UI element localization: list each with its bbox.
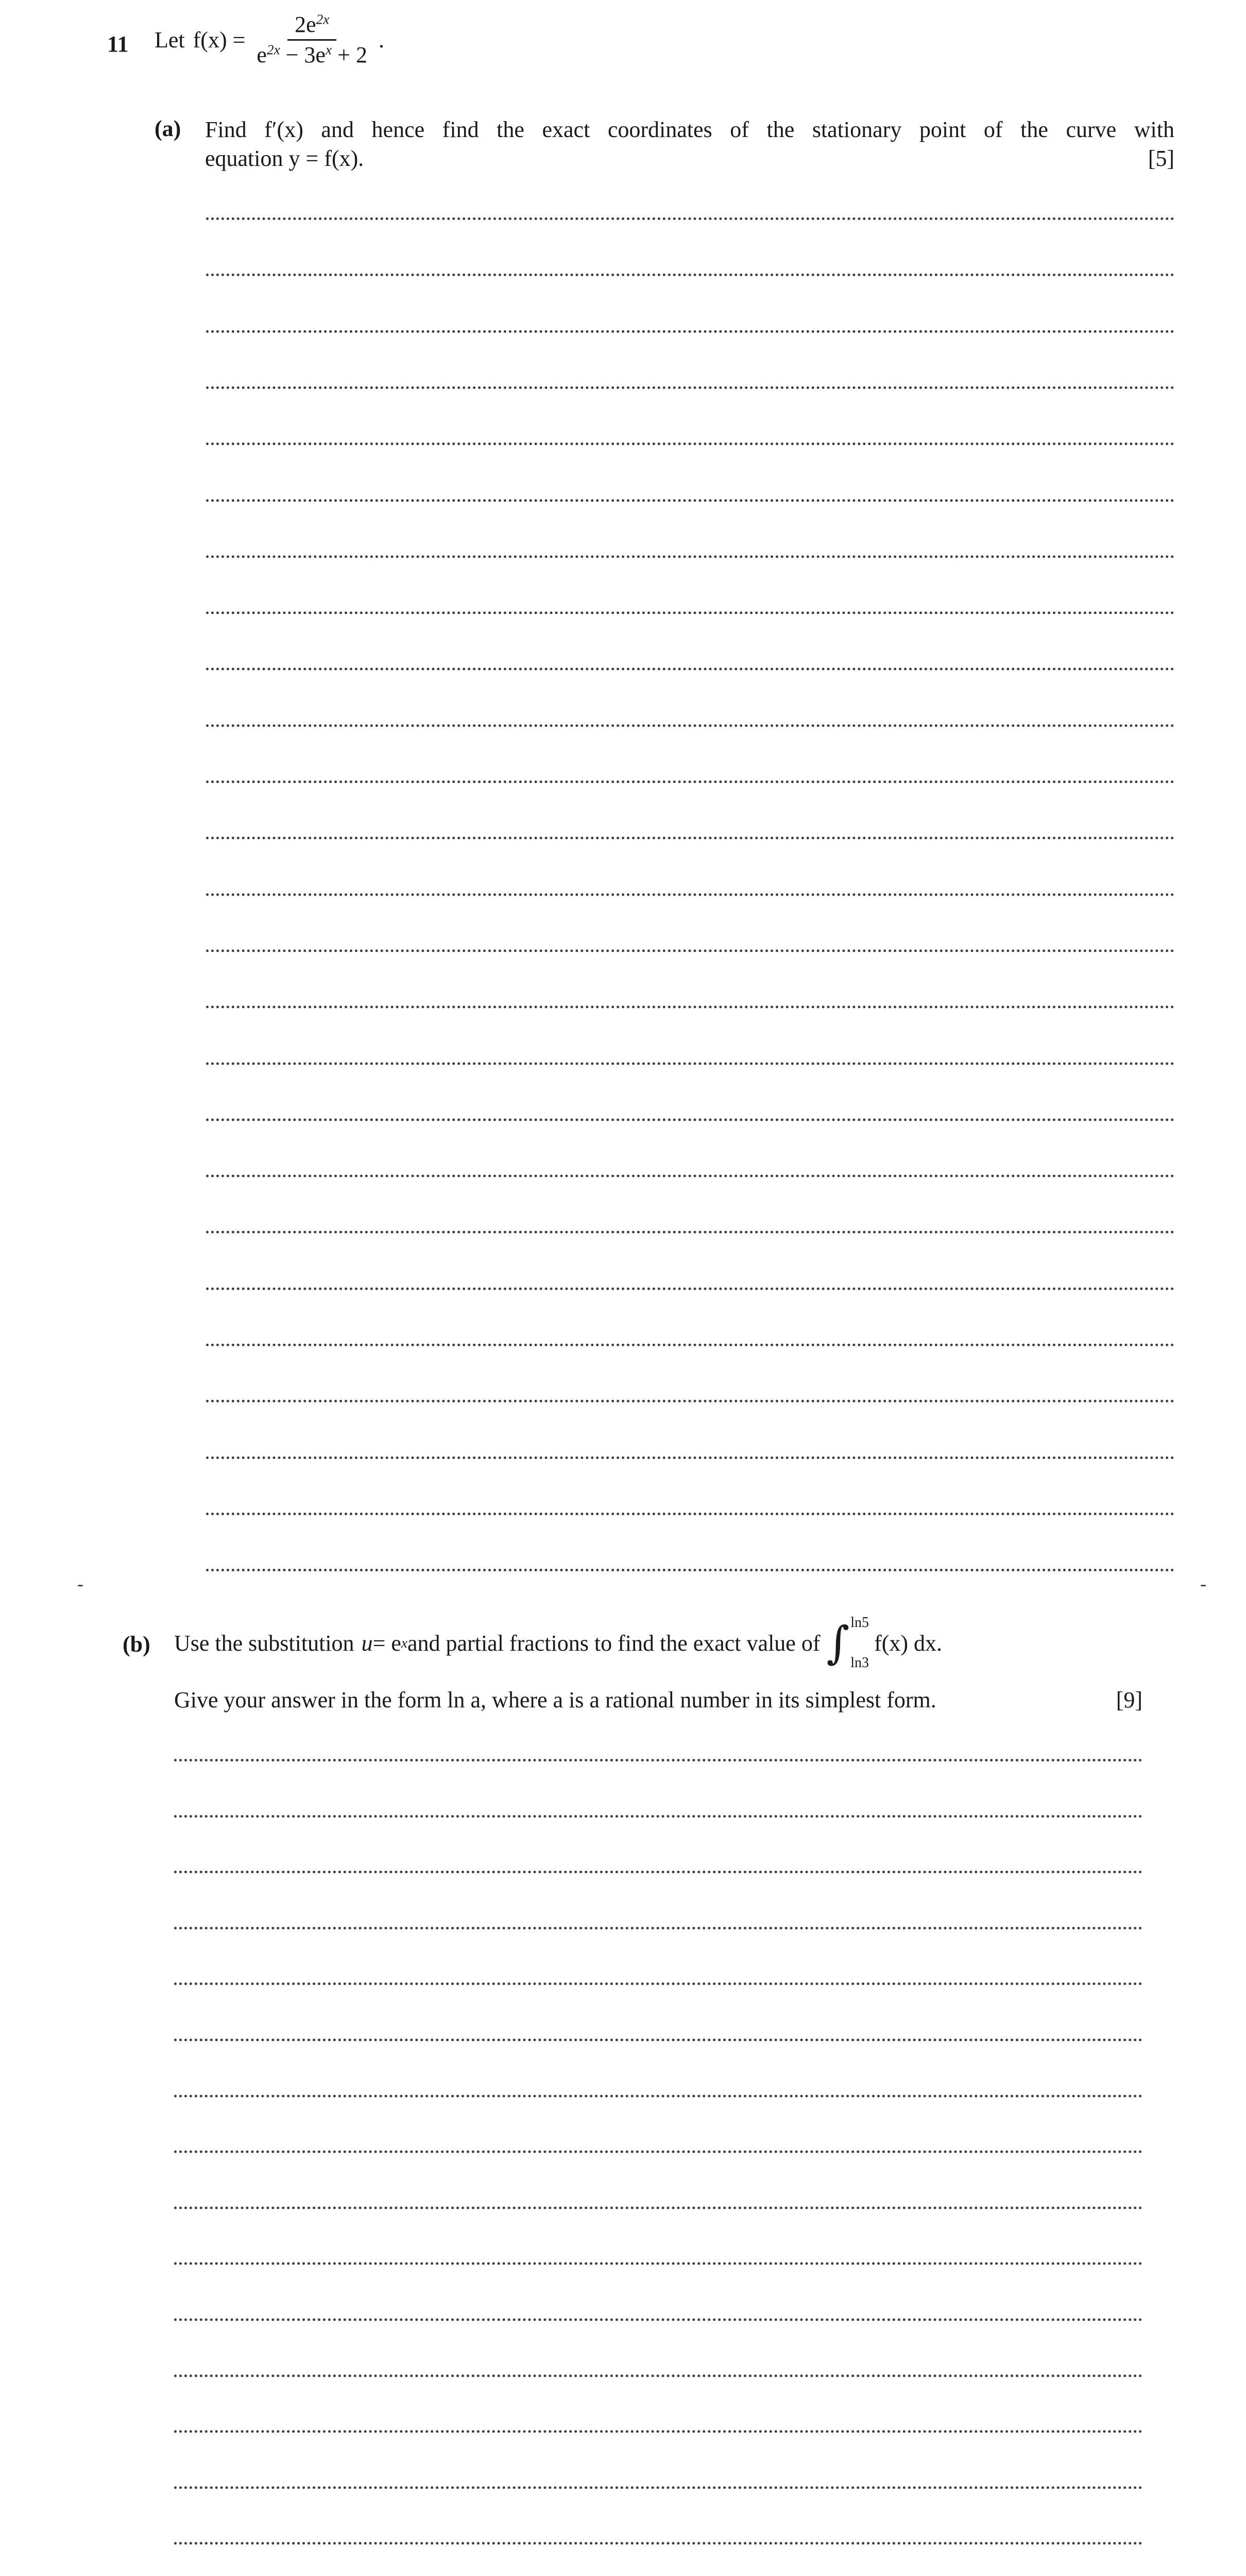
answer-line[interactable] <box>174 2207 1142 2209</box>
answer-line[interactable] <box>174 1871 1142 1873</box>
answer-line[interactable] <box>174 2039 1142 2041</box>
intro-let: Let <box>155 27 185 53</box>
function-lhs: f(x) = <box>193 27 246 53</box>
part-a-question-line2: equation y = f(x). <box>205 146 364 171</box>
answer-line[interactable] <box>174 1815 1142 1818</box>
question-number: 11 <box>107 31 129 57</box>
answer-line[interactable] <box>174 2150 1142 2153</box>
integrand: f(x) dx. <box>874 1630 943 1656</box>
integral-upper-limit: ln5 <box>850 1615 869 1631</box>
substitution-equation: = e <box>372 1630 401 1656</box>
part-b-question-line1: Use the substitution u = e x and partial fractions to find the exact value of ∫ ln5 ln3 f(x) dx. <box>174 1615 943 1671</box>
answer-line[interactable] <box>174 2542 1142 2545</box>
integral-sign: ∫ <box>826 1617 850 1669</box>
page-break-mark-right: - <box>1200 1573 1206 1594</box>
answer-line[interactable] <box>174 1982 1142 1985</box>
intro-end-punct: . <box>378 27 384 53</box>
part-a-question-line1: Find f′(x) and hence find the exact coordinates of the stationary point of the curve with <box>205 117 1174 142</box>
fraction-numerator: $2e^{2x}$ <box>287 12 336 41</box>
part-a-label: (a) <box>155 116 181 141</box>
fraction-denominator: $e^{2x} - 3e^x + 2$ <box>257 42 367 68</box>
integral-lower-limit: ln3 <box>850 1655 869 1671</box>
answer-line[interactable] <box>174 2262 1142 2265</box>
part-b-text-middle: and partial fractions to find the exact value of <box>407 1630 821 1656</box>
answer-line[interactable] <box>174 2095 1142 2097</box>
page-break-mark-left: - <box>77 1573 83 1594</box>
part-a-marks: [5] <box>1148 146 1174 171</box>
answer-line[interactable] <box>174 1759 1142 1761</box>
answer-line[interactable] <box>174 2375 1142 2377</box>
part-b-label: (b) <box>123 1632 150 1657</box>
part-b-marks: [9] <box>1116 1687 1142 1713</box>
answer-line[interactable] <box>174 2486 1142 2489</box>
answer-line[interactable] <box>174 2430 1142 2433</box>
substitution-variable: u <box>361 1630 373 1656</box>
answer-line[interactable] <box>174 2318 1142 2321</box>
part-b-question-line2: Give your answer in the form ln a, where a is a rational number in its simplest form. <box>174 1687 936 1713</box>
answer-line[interactable] <box>174 1927 1142 1929</box>
part-b-text-before: Use the substitution <box>174 1630 354 1656</box>
part-b-answer-area <box>174 0 1142 2576</box>
